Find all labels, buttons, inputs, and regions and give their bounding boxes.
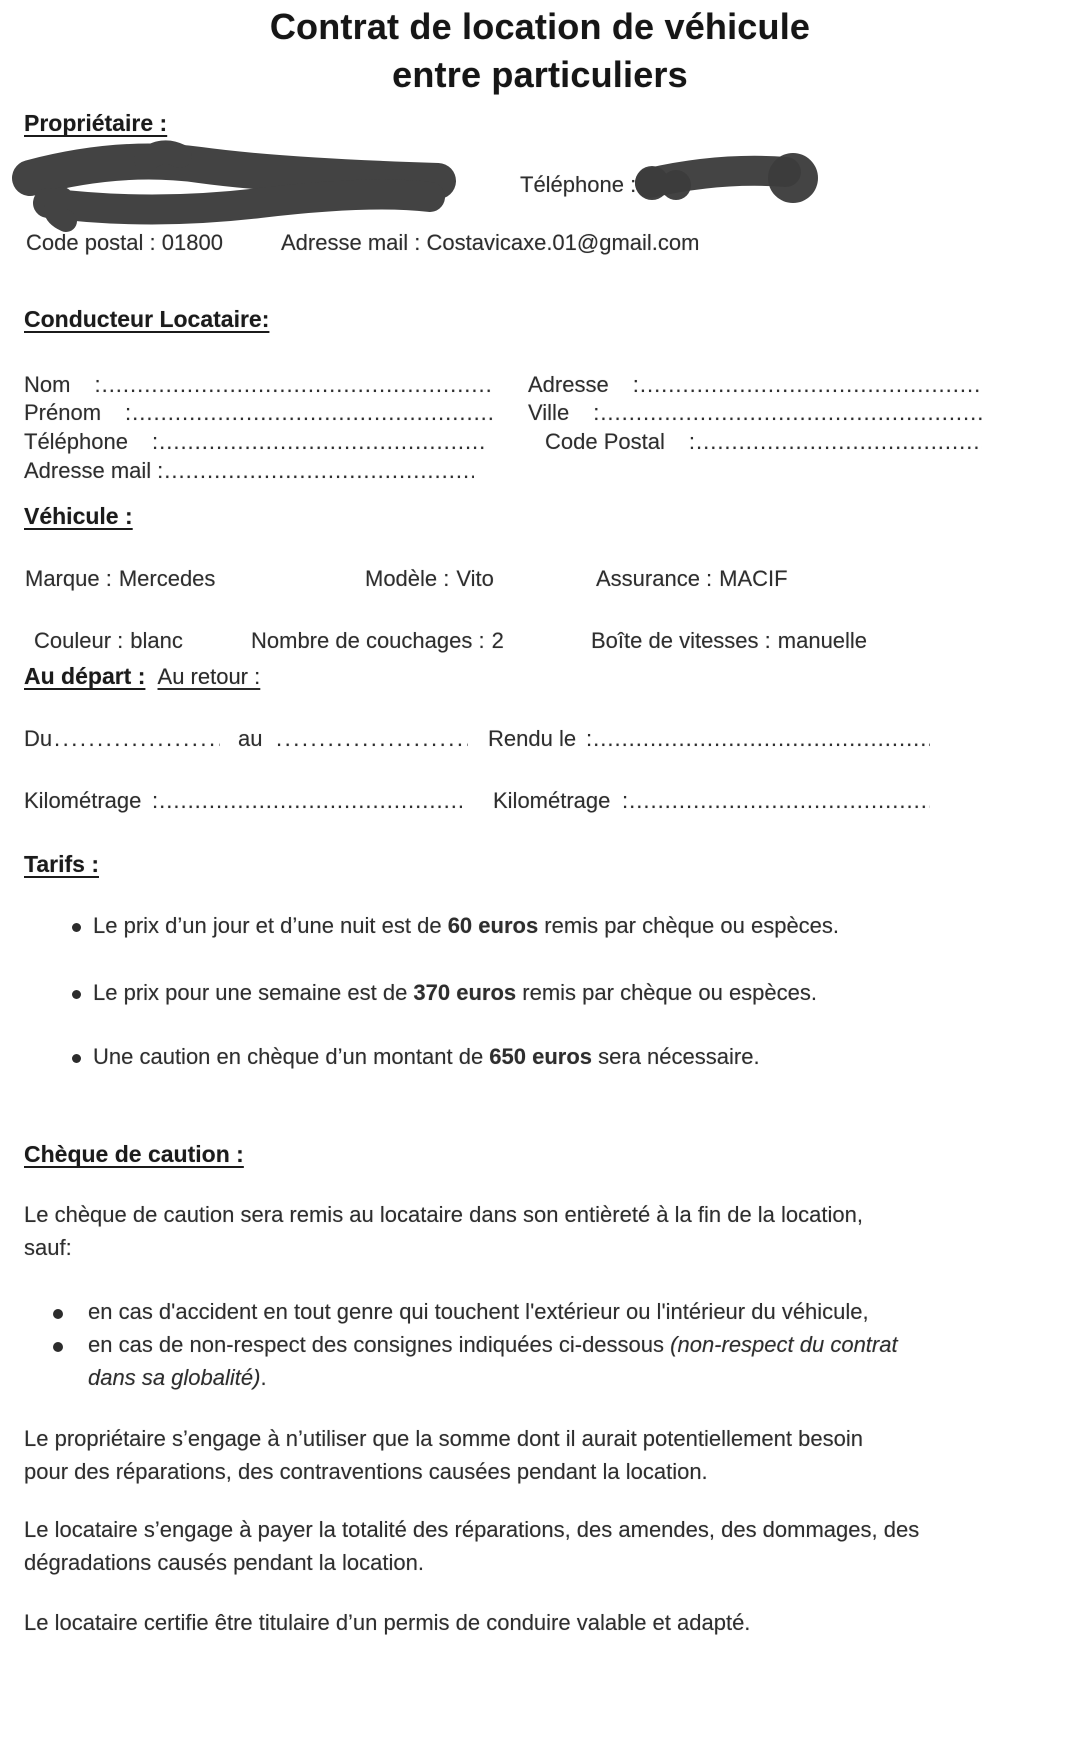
vehicle-assurance (596, 566, 788, 592)
caution-intro-line2: sauf: (24, 1235, 72, 1260)
caution-bullet-2-text: en cas de non-respect des consignes indiquées ci-dessous (88, 1332, 671, 1357)
vehicle-assurance-label: Assurance : (596, 566, 713, 591)
tarif-1-price: 60 euros (447, 913, 539, 938)
caution-intro-line1: Le chèque de caution sera remis au locataire dans son entièreté à la fin de la location, (24, 1202, 863, 1227)
caution-bullet-2-line1 (88, 1332, 898, 1358)
clause-owner-line2: pour des réparations, des contraventions causées pendant la location. (24, 1459, 708, 1484)
tarif-3-text: Une caution en chèque d’un montant de (93, 1044, 490, 1069)
vehicle-marque (25, 566, 215, 592)
tarif-item-2: Le prix pour une semaine est de 370 euros remis par chèque ou espèces. (93, 980, 817, 1005)
field-telephone-blank-line (159, 429, 484, 455)
tarif-bullet-2-marker (72, 990, 81, 999)
vehicle-couleur (34, 628, 183, 654)
vehicle-heading: Véhicule : (24, 503, 133, 529)
trip-depart-heading: Au départ : (24, 663, 146, 689)
vehicle-couchages-value: 2 (491, 628, 504, 653)
clause-renter-line1: Le locataire s’engage à payer la totalité des réparations, des amendes, des dommages, des (24, 1517, 920, 1542)
trip-rendu-label: Rendu le (488, 726, 577, 751)
clause-renter-line2: dégradations causés pendant la location. (24, 1550, 424, 1575)
vehicle-boite (591, 628, 867, 654)
trip-km-end-label: Kilométrage (493, 788, 611, 813)
clause-owner-line1: Le propriétaire s’engage à n’utiliser que la somme dont il aurait potentiellement besoin (24, 1426, 863, 1451)
field-code-postal-blank-line (696, 429, 982, 455)
trip-au-blank-line (276, 726, 468, 752)
field-nom: Nom : ..... (24, 372, 493, 398)
field-ville: Ville : ..... (528, 400, 982, 426)
trip-km-end-blank-line (629, 788, 930, 814)
tarif-3-deposit: 650 euros (489, 1044, 593, 1069)
vehicle-couleur-label: Couleur : (34, 628, 124, 653)
field-prenom-label: Prénom (24, 400, 102, 425)
document-title-line2: entre particuliers (392, 54, 688, 95)
caution-bullet-1: en cas d'accident en tout genre qui touchent l'extérieur ou l'intérieur du véhicule, (88, 1299, 869, 1324)
trip-km-start-label: Kilométrage (24, 788, 142, 813)
tarif-2-text: Le prix pour une semaine est de (93, 980, 414, 1005)
field-adresse-mail: Adresse mail : ..... (24, 458, 474, 484)
trip-km-start-blank-line (159, 788, 462, 814)
field-adresse: Adresse : ..... (528, 372, 982, 398)
trip-du-blank-line (54, 726, 220, 752)
field-ville-blank-line (600, 400, 982, 426)
field-code-postal-label: Code Postal (545, 429, 665, 454)
vehicle-boite-value: manuelle (777, 628, 868, 653)
owner-email: Adresse mail : Costavicaxe.01@gmail.com (281, 230, 700, 255)
renter-heading: Conducteur Locataire: (24, 306, 270, 332)
vehicle-couleur-value: blanc (130, 628, 183, 653)
owner-postal-code: Code postal : 01800 (26, 230, 223, 255)
field-adresse-mail-blank-line (164, 458, 474, 484)
caution-heading: Chèque de caution : (24, 1141, 244, 1167)
trip-au-label: au (238, 726, 263, 751)
vehicle-marque-label: Marque : (25, 566, 112, 591)
owner-phone-label: Téléphone : (520, 172, 637, 197)
field-code-postal: Code Postal : ..... (545, 429, 982, 455)
owner-heading: Propriétaire : (24, 110, 168, 136)
vehicle-modele (365, 566, 494, 592)
field-prenom-blank-line (132, 400, 493, 426)
vehicle-marque-value: Mercedes (118, 566, 216, 591)
vehicle-couchages (251, 628, 504, 654)
tarif-bullet-1-marker (72, 923, 81, 932)
tarif-1-text: Le prix d’un jour et d’une nuit est de (93, 913, 448, 938)
caution-bullet-1-marker (53, 1309, 63, 1319)
field-adresse-blank-line (640, 372, 982, 398)
field-nom-blank-line (102, 372, 493, 398)
field-ville-label: Ville (528, 400, 570, 425)
trip-retour-heading: Au retour : (157, 664, 261, 689)
field-telephone-label: Téléphone (24, 429, 128, 454)
trip-rendu-blank: : ..... (586, 726, 930, 752)
tarif-item-3: Une caution en chèque d’un montant de 650 euros sera nécessaire. (93, 1044, 760, 1069)
vehicle-couchages-label: Nombre de couchages : (251, 628, 485, 653)
trip-du-label: Du (24, 726, 53, 751)
vehicle-boite-label: Boîte de vitesses : (591, 628, 771, 653)
trip-rendu-blank-line (593, 726, 930, 752)
tarif-2-price: 370 euros (413, 980, 517, 1005)
field-nom-label: Nom (24, 372, 71, 397)
clause-licence: Le locataire certifie être titulaire d’un permis de conduire valable et adapté. (24, 1610, 751, 1635)
tarifs-heading: Tarifs : (24, 851, 99, 877)
field-telephone: Téléphone : ..... (24, 429, 484, 455)
field-adresse-label: Adresse (528, 372, 609, 397)
caution-bullet-2-line2: dans sa globalité). (88, 1365, 267, 1390)
owner-name-redaction-stroke (30, 162, 438, 181)
vehicle-modele-value: Vito (456, 566, 494, 591)
trip-km-end-blank: : ..... (622, 788, 930, 814)
trip-km-start-blank: : ..... (152, 788, 462, 814)
caution-bullet-2-italic: (non-respect du contrat (670, 1332, 898, 1357)
document-title-line1: Contrat de location de véhicule (269, 6, 811, 47)
tarif-bullet-3-marker (72, 1054, 81, 1063)
field-adresse-mail-label: Adresse mail (24, 458, 152, 483)
tarif-item-1: Le prix d’un jour et d’une nuit est de 60 euros remis par chèque ou espèces. (93, 913, 840, 938)
vehicle-modele-label: Modèle : (365, 566, 450, 591)
trip-headings (24, 663, 260, 690)
caution-bullet-2-marker (53, 1342, 63, 1352)
field-prenom: Prénom : ..... (24, 400, 493, 426)
vehicle-assurance-value: MACIF (719, 566, 788, 591)
